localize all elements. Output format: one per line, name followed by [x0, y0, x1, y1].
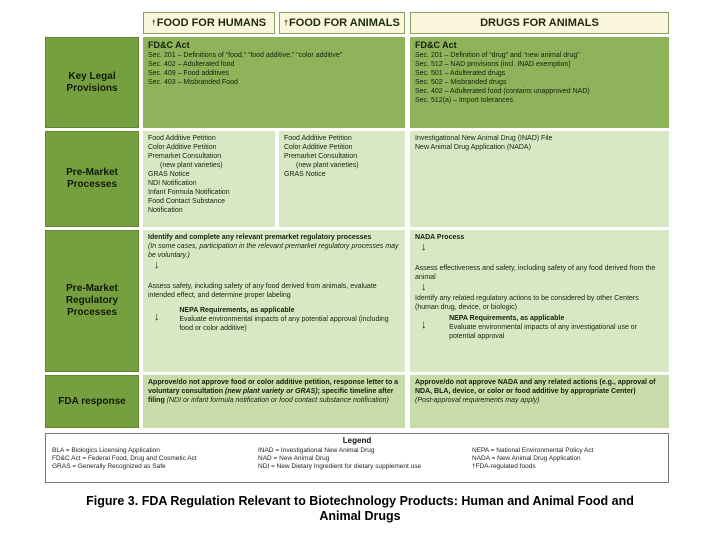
legend-column — [52, 447, 197, 471]
row-label-line: Key Legal — [68, 70, 116, 82]
legal-drugs-title: FD&C Act — [415, 40, 457, 50]
premarket-item: Premarket Consultation — [148, 153, 222, 160]
premarket-drugs-cell — [410, 131, 669, 227]
legend-entry: NDI = New Dietary Ingredient for dietary supplement use — [258, 463, 422, 470]
premarket-item: Notification — [148, 207, 183, 214]
premarket-item: New Animal Drug Application (NADA) — [415, 144, 531, 151]
legend-entry: NADA = New Animal Drug Application — [472, 455, 581, 462]
row-label-line: Provisions — [66, 82, 118, 94]
legend-entry: †FDA-regulated foods — [472, 463, 536, 470]
down-arrow-icon: ↓ — [154, 259, 160, 271]
legend-entry: INAD = Investigational New Animal Drug — [258, 447, 375, 454]
legal-drugs-cell — [410, 37, 669, 128]
dagger-mark: † — [284, 19, 289, 27]
legend — [45, 433, 669, 483]
premarket-item: Food Additive Petition — [148, 135, 216, 142]
row-label-fda-response — [45, 375, 139, 428]
regulatory-food-nepa-title: NEPA Requirements, as applicable — [179, 307, 295, 314]
legal-line: Sec. 512(a) – Import tolerances — [415, 97, 514, 104]
premarket-item: Color Additive Petition — [284, 144, 353, 151]
legend-entry: NAD = New Animal Drug — [258, 455, 330, 462]
legal-line: Sec. 403 – Misbranded Food — [148, 79, 238, 86]
legal-food-cell — [143, 37, 405, 128]
legal-line: Sec. 409 – Food additives — [148, 70, 229, 77]
premarket-item: (new plant varieties) — [160, 162, 223, 169]
regulatory-drugs-heading: NADA Process — [415, 234, 465, 241]
regulatory-drugs-identify: Identify any related regulatory actions to be considered by other Centers (human drug, device, or biologic) — [415, 295, 639, 311]
premarket-item: Color Additive Petition — [148, 144, 217, 151]
header-label: FOOD FOR HUMANS — [156, 17, 267, 29]
legend-entry: FD&C Act = Federal Food, Drug and Cosmetic Act — [52, 455, 197, 462]
premarket-item: Food Additive Petition — [284, 135, 352, 142]
header-drugs-for-animals — [410, 12, 669, 34]
legal-line: Sec. 501 – Adulterated drugs — [415, 70, 506, 77]
regulatory-drugs-nepa-title: NEPA Requirements, as applicable — [449, 315, 565, 322]
header-label: DRUGS FOR ANIMALS — [480, 17, 599, 29]
premarket-item: NDI Notification — [148, 180, 197, 187]
regulatory-drugs-nepa-text: Evaluate environmental impacts of any investigational use or potential approval — [449, 324, 637, 340]
legal-line: Sec. 201 – Definitions of “food,” “food additive,” “color additive” — [148, 52, 343, 59]
row-label-pre-market-processes — [45, 131, 139, 227]
regulatory-food-note: (In some cases, participation in the relevant premarket regulatory processes may be voluntary.) — [148, 243, 399, 259]
legend-title: Legend — [342, 436, 372, 445]
figure-caption — [30, 494, 690, 524]
regulatory-food-nepa-text: Evaluate environmental impacts of any potential approval (including food or color additive) — [179, 316, 389, 332]
regulatory-drugs-assess: Assess effectiveness and safety, including safety of any food derived from the animal — [415, 265, 656, 281]
header-food-for-animals — [279, 12, 405, 34]
regulatory-food-heading: Identify and complete any relevant premarket regulatory processes — [148, 234, 372, 241]
legal-line: Sec. 512 – NAD provisions (incl. INAD exemption) — [415, 61, 571, 68]
legal-line: Sec. 502 – Misbranded drugs — [415, 79, 507, 86]
down-arrow-icon: ↓ — [421, 241, 427, 253]
row-label-line: Regulatory — [65, 295, 119, 306]
response-drugs-cell — [410, 375, 669, 428]
header-food-for-humans — [143, 12, 275, 34]
premarket-animals-cell — [279, 131, 405, 227]
premarket-item: GRAS Notice — [148, 171, 190, 178]
row-label-line: Pre-Market — [66, 283, 118, 294]
premarket-item: Infant Formula Notification — [148, 189, 230, 196]
down-arrow-icon: ↓ — [421, 319, 427, 331]
row-label-line: Processes — [66, 179, 118, 190]
response-food-note: (NDI or infant formula notification or food contact substance notification) — [166, 397, 389, 404]
caption-line: Animal Drugs — [319, 509, 401, 523]
caption-line: Figure 3. FDA Regulation Relevant to Biotechnology Products: Human and Animal Food and — [86, 494, 634, 508]
legal-line: Sec. 201 – Definition of “drug” and “new animal drug” — [415, 52, 580, 59]
down-arrow-icon: ↓ — [421, 281, 427, 293]
premarket-item: Premarket Consultation — [284, 153, 358, 160]
premarket-item: (new plant varieties) — [296, 162, 359, 169]
legend-column — [258, 447, 421, 471]
legal-line: Sec. 402 – Adulterated food (contains unapproved NAD) — [415, 88, 590, 95]
legend-column — [472, 447, 593, 471]
row-label-key-legal-provisions — [45, 37, 139, 128]
response-food-text: ; specific timeline after filing — [148, 388, 394, 404]
premarket-item: GRAS Notice — [284, 171, 326, 178]
regulatory-food-assess: Assess safety, including safety of any food derived from animals, evaluate intended effect, and determine proper labeling — [148, 283, 377, 299]
response-drugs-text: Approve/do not approve NADA and any related actions (e.g., approval of NDA, BLA, device, or color or food additive by appropriate Center) — [415, 379, 656, 395]
legend-entry: BLA = Biologics Licensing Application — [52, 447, 160, 454]
response-drugs-note: (Post-approval requirements may apply) — [415, 397, 540, 404]
legal-line: Sec. 402 – Adulterated food — [148, 61, 235, 68]
regulatory-drugs-cell — [410, 230, 669, 372]
premarket-humans-cell — [143, 131, 275, 227]
response-food-note: (new plant variety or GRAS) — [225, 388, 318, 395]
legend-entry: NEPA = National Environmental Policy Act — [472, 447, 594, 454]
premarket-item: Food Contact Substance — [148, 198, 226, 205]
legal-food-title: FD&C Act — [148, 40, 190, 50]
row-label-line: Processes — [66, 307, 118, 318]
premarket-item: Investigational New Animal Drug (INAD) File — [415, 135, 553, 142]
row-label-line: Pre-Market — [66, 167, 118, 178]
row-label-line: FDA response — [58, 395, 126, 407]
row-label-pre-market-regulatory-processes — [45, 230, 139, 372]
regulatory-food-cell — [143, 230, 405, 372]
legend-entry: GRAS = Generally Recognized as Safe — [52, 463, 166, 470]
dagger-mark: † — [151, 19, 156, 27]
response-food-cell — [143, 375, 405, 428]
response-food-text: Approve/do not approve food or color additive petition, response letter to a voluntary consultation — [148, 379, 399, 395]
down-arrow-icon: ↓ — [154, 311, 160, 323]
header-label: FOOD FOR ANIMALS — [289, 17, 400, 29]
